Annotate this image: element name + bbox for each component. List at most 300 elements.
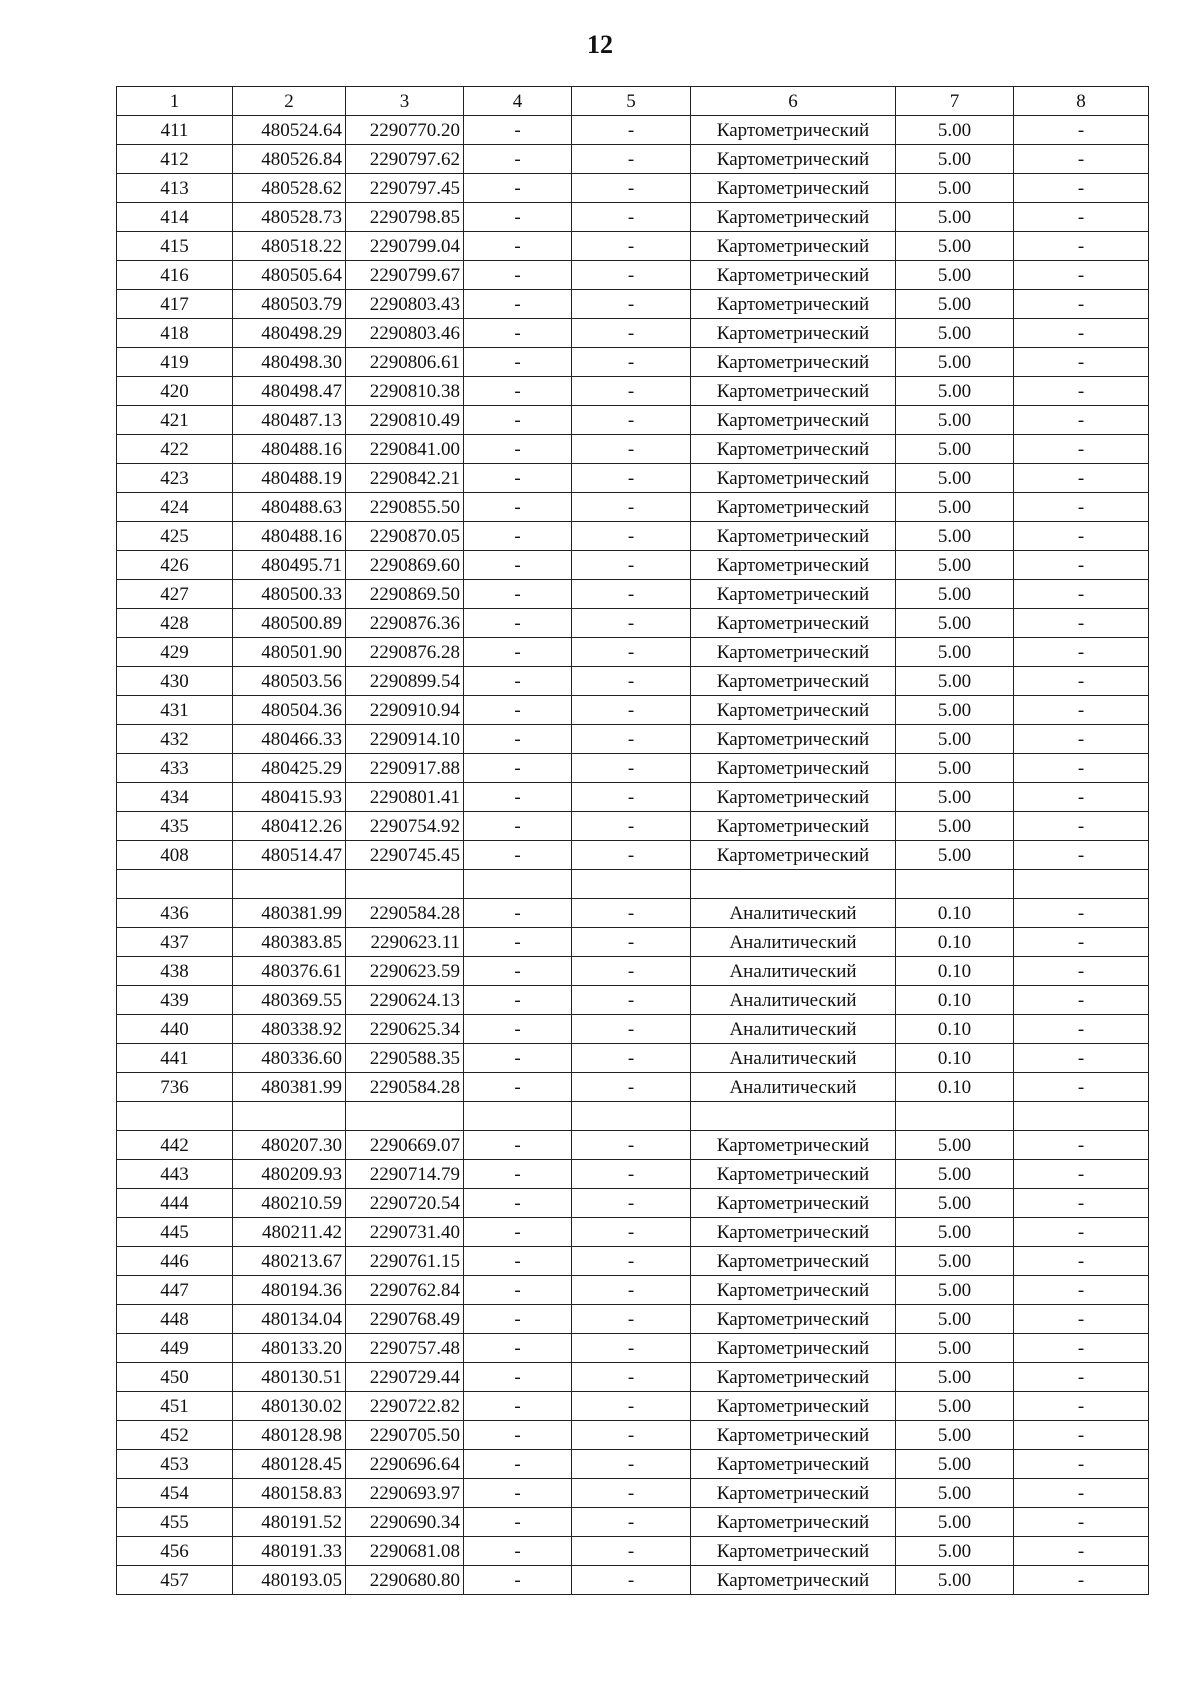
table-cell: - <box>572 1276 691 1305</box>
table-cell: 418 <box>117 319 233 348</box>
table-cell: 444 <box>117 1189 233 1218</box>
table-cell: - <box>572 522 691 551</box>
table-row <box>117 1508 1149 1537</box>
table-row <box>117 696 1149 725</box>
empty-cell <box>896 870 1014 899</box>
table-cell: - <box>572 1131 691 1160</box>
header-cell: 7 <box>896 87 1014 116</box>
table-cell: - <box>464 116 572 145</box>
table-cell: Картометрический <box>691 203 896 232</box>
table-cell: 2290669.07 <box>346 1131 464 1160</box>
table-cell: 448 <box>117 1305 233 1334</box>
table-cell: - <box>464 1363 572 1392</box>
table-cell: 480487.13 <box>233 406 346 435</box>
table-cell: 434 <box>117 783 233 812</box>
table-cell: 2290714.79 <box>346 1160 464 1189</box>
table-cell: - <box>464 1392 572 1421</box>
table-cell: 480528.62 <box>233 174 346 203</box>
table-cell: 5.00 <box>896 406 1014 435</box>
table-cell: 423 <box>117 464 233 493</box>
table-cell: - <box>464 754 572 783</box>
table-cell: 428 <box>117 609 233 638</box>
table-cell: - <box>464 1479 572 1508</box>
table-cell: Картометрический <box>691 1537 896 1566</box>
table-cell: - <box>572 290 691 319</box>
table-cell: 2290705.50 <box>346 1421 464 1450</box>
table-cell: - <box>464 841 572 870</box>
table-cell: - <box>1014 203 1149 232</box>
table-row <box>117 1247 1149 1276</box>
table-cell: 5.00 <box>896 203 1014 232</box>
table-cell: 450 <box>117 1363 233 1392</box>
table-cell: - <box>1014 841 1149 870</box>
table-cell: 5.00 <box>896 638 1014 667</box>
table-cell: 2290910.94 <box>346 696 464 725</box>
table-cell: 411 <box>117 116 233 145</box>
table-cell: - <box>464 1450 572 1479</box>
table-cell: - <box>572 406 691 435</box>
table-cell: 449 <box>117 1334 233 1363</box>
table-cell: - <box>572 754 691 783</box>
table-cell: Картометрический <box>691 812 896 841</box>
table-cell: Картометрический <box>691 435 896 464</box>
table-cell: - <box>572 319 691 348</box>
table-cell: - <box>572 928 691 957</box>
table-cell: Картометрический <box>691 1160 896 1189</box>
table-cell: - <box>1014 609 1149 638</box>
table-cell: 447 <box>117 1276 233 1305</box>
table-cell: Картометрический <box>691 377 896 406</box>
table-cell: 480500.89 <box>233 609 346 638</box>
table-cell: - <box>464 203 572 232</box>
table-cell: 480425.29 <box>233 754 346 783</box>
table-cell: - <box>1014 406 1149 435</box>
table-cell: 430 <box>117 667 233 696</box>
table-cell: 413 <box>117 174 233 203</box>
table-cell: 480415.93 <box>233 783 346 812</box>
table-cell: - <box>464 145 572 174</box>
table-cell: - <box>572 1479 691 1508</box>
table-cell: - <box>464 1073 572 1102</box>
table-cell: - <box>464 696 572 725</box>
table-cell: 2290623.59 <box>346 957 464 986</box>
table-cell: Картометрический <box>691 1363 896 1392</box>
table-cell: - <box>464 290 572 319</box>
table-cell: 480488.16 <box>233 435 346 464</box>
table-cell: 422 <box>117 435 233 464</box>
table-cell: - <box>464 1334 572 1363</box>
table-cell: 480128.98 <box>233 1421 346 1450</box>
table-cell: Картометрический <box>691 1276 896 1305</box>
table-cell: Картометрический <box>691 1305 896 1334</box>
table-cell: - <box>1014 1131 1149 1160</box>
table-cell: 2290623.11 <box>346 928 464 957</box>
table-row <box>117 406 1149 435</box>
table-cell: 432 <box>117 725 233 754</box>
table-cell: 414 <box>117 203 233 232</box>
table-row <box>117 174 1149 203</box>
table-cell: 5.00 <box>896 1334 1014 1363</box>
table-cell: - <box>464 1537 572 1566</box>
table-cell: 2290624.13 <box>346 986 464 1015</box>
table-cell: 2290810.49 <box>346 406 464 435</box>
table-cell: 480488.16 <box>233 522 346 551</box>
table-cell: 442 <box>117 1131 233 1160</box>
table-cell: - <box>1014 667 1149 696</box>
table-row <box>117 377 1149 406</box>
table-cell: Аналитический <box>691 1073 896 1102</box>
empty-cell <box>1014 1102 1149 1131</box>
table-cell: 2290801.41 <box>346 783 464 812</box>
table-cell: Картометрический <box>691 609 896 638</box>
table-cell: - <box>1014 1537 1149 1566</box>
table-cell: - <box>464 406 572 435</box>
table-cell: - <box>464 1015 572 1044</box>
empty-cell <box>233 870 346 899</box>
table-cell: - <box>1014 464 1149 493</box>
table-cell: - <box>464 1044 572 1073</box>
table-cell: 2290876.28 <box>346 638 464 667</box>
table-cell: 2290761.15 <box>346 1247 464 1276</box>
table-cell: 2290810.38 <box>346 377 464 406</box>
table-row <box>117 1044 1149 1073</box>
table-cell: 5.00 <box>896 667 1014 696</box>
table-cell: - <box>1014 116 1149 145</box>
table-cell: 480500.33 <box>233 580 346 609</box>
table-cell: 480130.51 <box>233 1363 346 1392</box>
table-row <box>117 435 1149 464</box>
table-cell: - <box>572 1015 691 1044</box>
separator-row <box>117 1102 1149 1131</box>
table-cell: 480495.71 <box>233 551 346 580</box>
table-row <box>117 841 1149 870</box>
table-cell: - <box>572 696 691 725</box>
table-row <box>117 1450 1149 1479</box>
table-cell: - <box>572 493 691 522</box>
table-row <box>117 812 1149 841</box>
table-cell: 736 <box>117 1073 233 1102</box>
header-row <box>117 87 1149 116</box>
table-cell: 2290841.00 <box>346 435 464 464</box>
empty-cell <box>346 1102 464 1131</box>
table-row <box>117 522 1149 551</box>
table-cell: 2290693.97 <box>346 1479 464 1508</box>
table-row <box>117 1305 1149 1334</box>
table-cell: - <box>1014 261 1149 290</box>
table-cell: 5.00 <box>896 522 1014 551</box>
table-cell: - <box>572 986 691 1015</box>
table-cell: Картометрический <box>691 1450 896 1479</box>
table-cell: 416 <box>117 261 233 290</box>
table-cell: 2290762.84 <box>346 1276 464 1305</box>
table-cell: - <box>572 1189 691 1218</box>
header-cell: 1 <box>117 87 233 116</box>
table-cell: 5.00 <box>896 812 1014 841</box>
table-cell: 5.00 <box>896 1276 1014 1305</box>
table-cell: - <box>572 1537 691 1566</box>
table-cell: 480338.92 <box>233 1015 346 1044</box>
table-cell: - <box>464 1421 572 1450</box>
table-row <box>117 1131 1149 1160</box>
table-cell: - <box>1014 232 1149 261</box>
table-cell: - <box>464 522 572 551</box>
table-cell: 480193.05 <box>233 1566 346 1595</box>
table-cell: - <box>1014 1073 1149 1102</box>
header-cell: 6 <box>691 87 896 116</box>
table-cell: 2290588.35 <box>346 1044 464 1073</box>
table-cell: - <box>572 638 691 667</box>
table-cell: - <box>572 609 691 638</box>
table-cell: 2290757.48 <box>346 1334 464 1363</box>
table-cell: Аналитический <box>691 1015 896 1044</box>
table-cell: 5.00 <box>896 1363 1014 1392</box>
table-cell: - <box>572 174 691 203</box>
table-cell: - <box>1014 638 1149 667</box>
table-cell: 5.00 <box>896 464 1014 493</box>
table-cell: - <box>572 116 691 145</box>
table-cell: - <box>572 464 691 493</box>
table-cell: Картометрический <box>691 145 896 174</box>
table-cell: 427 <box>117 580 233 609</box>
table-cell: 480528.73 <box>233 203 346 232</box>
table-cell: 451 <box>117 1392 233 1421</box>
table-cell: 480336.60 <box>233 1044 346 1073</box>
table-row <box>117 232 1149 261</box>
table-cell: - <box>1014 145 1149 174</box>
table-cell: 480194.36 <box>233 1276 346 1305</box>
table-cell: 5.00 <box>896 377 1014 406</box>
table-cell: 0.10 <box>896 928 1014 957</box>
table-cell: - <box>1014 812 1149 841</box>
table-cell: Картометрический <box>691 1421 896 1450</box>
table-cell: - <box>464 435 572 464</box>
table-row <box>117 1363 1149 1392</box>
table-cell: 2290876.36 <box>346 609 464 638</box>
table-cell: 439 <box>117 986 233 1015</box>
table-cell: Картометрический <box>691 725 896 754</box>
table-cell: Картометрический <box>691 1218 896 1247</box>
table-cell: Картометрический <box>691 493 896 522</box>
table-cell: 435 <box>117 812 233 841</box>
table-cell: 480209.93 <box>233 1160 346 1189</box>
table-cell: 480505.64 <box>233 261 346 290</box>
table-row <box>117 609 1149 638</box>
table-cell: 480498.47 <box>233 377 346 406</box>
table-cell: - <box>1014 1160 1149 1189</box>
table-cell: - <box>572 1073 691 1102</box>
table-cell: Картометрический <box>691 1508 896 1537</box>
table-cell: 2290770.20 <box>346 116 464 145</box>
table-cell: - <box>1014 1218 1149 1247</box>
table-cell: 5.00 <box>896 1566 1014 1595</box>
header-cell: 2 <box>233 87 346 116</box>
table-cell: 5.00 <box>896 174 1014 203</box>
table-cell: 2290722.82 <box>346 1392 464 1421</box>
table-cell: 436 <box>117 899 233 928</box>
table-cell: Картометрический <box>691 638 896 667</box>
table-cell: 2290842.21 <box>346 464 464 493</box>
table-cell: 2290584.28 <box>346 899 464 928</box>
table-cell: - <box>1014 1189 1149 1218</box>
table-cell: 480211.42 <box>233 1218 346 1247</box>
table-cell: 5.00 <box>896 435 1014 464</box>
table-cell: - <box>464 377 572 406</box>
table-cell: Картометрический <box>691 1247 896 1276</box>
table-cell: 433 <box>117 754 233 783</box>
table-cell: - <box>1014 319 1149 348</box>
table-row <box>117 1566 1149 1595</box>
table-cell: - <box>1014 1305 1149 1334</box>
table-cell: 453 <box>117 1450 233 1479</box>
empty-cell <box>117 870 233 899</box>
table-cell: - <box>1014 986 1149 1015</box>
table-cell: 480207.30 <box>233 1131 346 1160</box>
table-cell: 2290745.45 <box>346 841 464 870</box>
table-cell: - <box>572 1508 691 1537</box>
table-cell: 5.00 <box>896 783 1014 812</box>
empty-cell <box>691 1102 896 1131</box>
table-cell: 5.00 <box>896 319 1014 348</box>
table-row <box>117 116 1149 145</box>
table-cell: Картометрический <box>691 696 896 725</box>
table-cell: Картометрический <box>691 290 896 319</box>
table-cell: - <box>572 261 691 290</box>
table-row <box>117 580 1149 609</box>
table-cell: - <box>464 464 572 493</box>
table-cell: - <box>464 1218 572 1247</box>
empty-cell <box>464 870 572 899</box>
table-cell: 2290584.28 <box>346 1073 464 1102</box>
table-cell: 5.00 <box>896 232 1014 261</box>
table-row <box>117 783 1149 812</box>
table-cell: Картометрический <box>691 667 896 696</box>
table-row <box>117 928 1149 957</box>
table-cell: 437 <box>117 928 233 957</box>
table-cell: 480381.99 <box>233 1073 346 1102</box>
table-cell: - <box>464 493 572 522</box>
table-cell: 480498.29 <box>233 319 346 348</box>
table-cell: - <box>1014 580 1149 609</box>
empty-cell <box>572 870 691 899</box>
table-body <box>117 87 1149 1595</box>
table-cell: - <box>1014 1334 1149 1363</box>
empty-cell <box>896 1102 1014 1131</box>
table-cell: - <box>1014 551 1149 580</box>
table-cell: 2290803.43 <box>346 290 464 319</box>
table-cell: 5.00 <box>896 1305 1014 1334</box>
table-cell: 2290690.34 <box>346 1508 464 1537</box>
table-cell: - <box>464 232 572 261</box>
table-cell: - <box>464 551 572 580</box>
table-row <box>117 1479 1149 1508</box>
table-cell: 5.00 <box>896 696 1014 725</box>
table-cell: 480412.26 <box>233 812 346 841</box>
table-cell: - <box>572 1450 691 1479</box>
table-cell: 5.00 <box>896 1450 1014 1479</box>
table-cell: 2290806.61 <box>346 348 464 377</box>
table-cell: 2290899.54 <box>346 667 464 696</box>
table-cell: - <box>464 667 572 696</box>
table-cell: - <box>572 580 691 609</box>
table-cell: 480383.85 <box>233 928 346 957</box>
table-cell: 5.00 <box>896 841 1014 870</box>
table-row <box>117 1334 1149 1363</box>
table-cell: Картометрический <box>691 522 896 551</box>
empty-cell <box>1014 870 1149 899</box>
table-cell: - <box>572 203 691 232</box>
table-cell: 424 <box>117 493 233 522</box>
table-cell: Картометрический <box>691 116 896 145</box>
table-row <box>117 986 1149 1015</box>
table-cell: - <box>1014 928 1149 957</box>
table-cell: - <box>464 1131 572 1160</box>
table-cell: 2290799.67 <box>346 261 464 290</box>
table-cell: 455 <box>117 1508 233 1537</box>
empty-cell <box>233 1102 346 1131</box>
header-cell: 5 <box>572 87 691 116</box>
table-cell: 420 <box>117 377 233 406</box>
table-cell: 457 <box>117 1566 233 1595</box>
table-cell: 480130.02 <box>233 1392 346 1421</box>
table-cell: - <box>464 1305 572 1334</box>
table-cell: Картометрический <box>691 841 896 870</box>
table-cell: - <box>464 812 572 841</box>
table-cell: - <box>1014 1044 1149 1073</box>
table-cell: - <box>572 899 691 928</box>
table-cell: 0.10 <box>896 1073 1014 1102</box>
table-cell: Аналитический <box>691 986 896 1015</box>
table-cell: Картометрический <box>691 406 896 435</box>
table-cell: - <box>464 261 572 290</box>
table-row <box>117 1421 1149 1450</box>
table-cell: 2290731.40 <box>346 1218 464 1247</box>
table-cell: 440 <box>117 1015 233 1044</box>
table-cell: - <box>1014 1479 1149 1508</box>
table-cell: 2290914.10 <box>346 725 464 754</box>
table-cell: - <box>1014 1566 1149 1595</box>
table-cell: 2290797.62 <box>346 145 464 174</box>
table-cell: - <box>464 638 572 667</box>
table-cell: 0.10 <box>896 899 1014 928</box>
header-cell: 8 <box>1014 87 1149 116</box>
table-cell: 5.00 <box>896 493 1014 522</box>
table-cell: 5.00 <box>896 1189 1014 1218</box>
table-cell: - <box>464 580 572 609</box>
table-cell: 452 <box>117 1421 233 1450</box>
table-cell: 5.00 <box>896 116 1014 145</box>
table-cell: - <box>464 957 572 986</box>
table-cell: 5.00 <box>896 1160 1014 1189</box>
table-cell: 480369.55 <box>233 986 346 1015</box>
table-row <box>117 1218 1149 1247</box>
table-cell: - <box>572 667 691 696</box>
table-cell: - <box>1014 174 1149 203</box>
table-cell: - <box>1014 1421 1149 1450</box>
table-cell: - <box>1014 725 1149 754</box>
table-cell: - <box>1014 290 1149 319</box>
table-cell: - <box>572 1363 691 1392</box>
table-cell: 425 <box>117 522 233 551</box>
table-row <box>117 203 1149 232</box>
table-cell: 5.00 <box>896 551 1014 580</box>
table-cell: 480134.04 <box>233 1305 346 1334</box>
table-cell: Картометрический <box>691 261 896 290</box>
table-cell: - <box>572 145 691 174</box>
table-row <box>117 1189 1149 1218</box>
table-cell: - <box>572 232 691 261</box>
table-cell: Картометрический <box>691 319 896 348</box>
empty-cell <box>572 1102 691 1131</box>
